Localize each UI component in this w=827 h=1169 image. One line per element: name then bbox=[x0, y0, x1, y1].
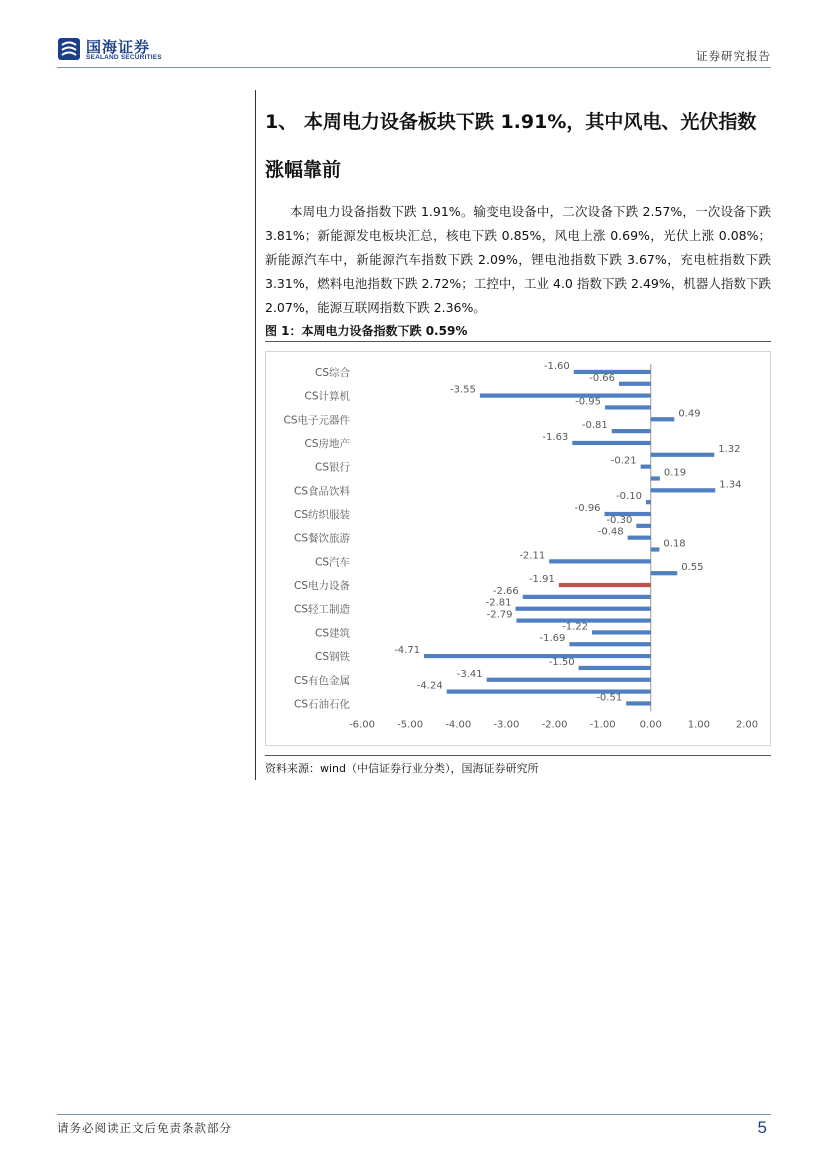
chart-bar bbox=[628, 536, 651, 540]
bar-value-label: 1.32 bbox=[718, 443, 741, 455]
chart-bar bbox=[651, 476, 660, 480]
bar-value-label: 0.19 bbox=[663, 467, 687, 479]
content-side-rule bbox=[255, 90, 256, 780]
x-tick-label: -6.00 bbox=[349, 719, 375, 731]
x-tick-label: 1.00 bbox=[687, 719, 711, 731]
footer-divider bbox=[57, 1114, 771, 1115]
x-tick-label: 0.00 bbox=[639, 719, 662, 731]
chart-bar bbox=[549, 559, 651, 563]
category-label: CS有色金属 bbox=[294, 674, 350, 687]
bar-value-label: -2.11 bbox=[519, 550, 546, 562]
bar-value-label: -0.30 bbox=[606, 514, 633, 526]
x-tick-label: -2.00 bbox=[541, 719, 568, 731]
chart-bar bbox=[605, 405, 651, 409]
category-label: CS电力设备 bbox=[294, 580, 350, 593]
bar-value-label: 1.34 bbox=[719, 479, 742, 491]
bar-value-label: -3.41 bbox=[456, 668, 483, 680]
chart-bar bbox=[424, 654, 651, 658]
bar-value-label: 0.18 bbox=[663, 538, 686, 550]
bar-value-label: -1.50 bbox=[548, 656, 575, 668]
chart-bar bbox=[516, 607, 651, 611]
bar-value-label: -0.21 bbox=[610, 455, 637, 467]
chart-bar bbox=[651, 453, 715, 457]
bar-value-label: -2.81 bbox=[485, 597, 512, 609]
category-label: CS纺织服装 bbox=[294, 509, 350, 521]
bar-value-label: -0.96 bbox=[574, 503, 601, 514]
figure-source-note: 资料来源：wind（中信证券行业分类），国海证券研究所 bbox=[265, 762, 539, 775]
bar-value-label: -1.63 bbox=[542, 431, 569, 443]
chart-bar bbox=[579, 666, 651, 670]
header-divider bbox=[57, 67, 771, 68]
x-tick-label: 2.00 bbox=[735, 719, 759, 731]
x-tick-label: -4.00 bbox=[445, 719, 472, 731]
chart-bar bbox=[651, 571, 677, 575]
figure-top-rule bbox=[265, 341, 771, 342]
chart-bar bbox=[572, 441, 650, 445]
bar-value-label: -4.24 bbox=[416, 680, 443, 692]
figure-title: 图 1：本周电力设备指数下跌 0.59% bbox=[265, 324, 468, 338]
bar-value-label: -0.51 bbox=[596, 692, 623, 704]
sealand-logo-icon bbox=[57, 37, 81, 61]
bar-value-label: -2.79 bbox=[486, 609, 513, 621]
logo-english-name: SEALAND SECURITIES bbox=[86, 54, 162, 61]
category-label: CS房地产 bbox=[304, 437, 350, 450]
category-label: CS建筑 bbox=[315, 627, 350, 640]
bar-value-label: -0.10 bbox=[616, 491, 642, 503]
report-type-label: 证券研究报告 bbox=[696, 49, 771, 63]
section-title: 1、 本周电力设备板块下跌 1.91%，其中风电、光伏指数涨幅靠前 bbox=[265, 111, 757, 181]
chart-bar bbox=[523, 595, 651, 599]
chart-bar bbox=[592, 630, 651, 634]
bar-value-label: -1.91 bbox=[528, 574, 555, 586]
bar-value-label: -1.69 bbox=[539, 633, 566, 645]
chart-bar bbox=[480, 394, 651, 398]
category-label: CS钢铁 bbox=[315, 651, 350, 664]
category-label: CS轻工制造 bbox=[294, 603, 350, 616]
x-tick-label: -3.00 bbox=[493, 719, 520, 731]
chart-bar bbox=[651, 547, 660, 551]
bar-value-label: -0.66 bbox=[589, 372, 615, 384]
category-label: CS综合 bbox=[315, 366, 350, 379]
bar-chart bbox=[265, 351, 771, 746]
chart-bar bbox=[612, 429, 651, 433]
bar-value-label: -2.66 bbox=[492, 585, 519, 597]
category-label: CS食品饮料 bbox=[294, 485, 350, 498]
bar-value-label: -0.48 bbox=[597, 526, 624, 538]
bar-value-label: 0.49 bbox=[678, 408, 701, 420]
category-label: CS电子元器件 bbox=[283, 414, 350, 427]
company-logo bbox=[57, 36, 217, 66]
logo-chinese-name: 国海证券 bbox=[86, 38, 151, 56]
chart-bar bbox=[619, 382, 651, 386]
chart-bar bbox=[646, 500, 651, 504]
bar-value-label: -4.71 bbox=[394, 645, 421, 657]
bar-value-label: -3.55 bbox=[450, 384, 476, 396]
chart-bar bbox=[559, 583, 651, 587]
category-label: CS石油石化 bbox=[294, 698, 350, 711]
bar-value-label: -0.95 bbox=[575, 396, 602, 408]
bar-value-label: -1.22 bbox=[562, 621, 589, 633]
bar-value-label: -1.60 bbox=[543, 360, 570, 372]
bar-value-label: 0.55 bbox=[681, 562, 704, 574]
category-label: CS计算机 bbox=[304, 390, 350, 403]
x-tick-label: -5.00 bbox=[397, 719, 424, 731]
figure-bottom-rule bbox=[265, 755, 771, 756]
chart-bar bbox=[651, 417, 675, 421]
category-label: CS餐饮旅游 bbox=[294, 532, 350, 545]
body-paragraph: 本周电力设备指数下跌 1.91%。输变电设备中，二次设备下跌 2.57%，一次设备下跌 3.81%；新能源发电板块汇总，核电下跌 0.85%，风电上涨 0.69%，光伏上涨 0.08%；新能源汽车中，新能源汽车指数下跌 2.09%，锂电池指数下跌 3.67%，充电桩指数下跌 3.31%，燃料电池指数下跌 2.72%；工控中，工业 4.0 指数下跌 2.49%，机器人指数下跌 2.07%，能源互联网指数下跌 2.36%。 bbox=[265, 204, 771, 315]
bar-chart-canvas bbox=[266, 352, 770, 745]
x-tick-label: -1.00 bbox=[589, 719, 616, 731]
chart-bar bbox=[651, 488, 715, 492]
chart-bar bbox=[641, 465, 651, 469]
category-label: CS银行 bbox=[315, 461, 350, 474]
page-header bbox=[57, 36, 771, 66]
chart-bar bbox=[626, 701, 651, 705]
category-label: CS汽车 bbox=[315, 556, 350, 569]
chart-bar bbox=[569, 642, 650, 646]
chart-bar bbox=[636, 524, 650, 528]
chart-bar bbox=[487, 678, 651, 682]
bar-value-label: -0.81 bbox=[581, 420, 608, 432]
page-number: 5 bbox=[757, 1118, 767, 1137]
disclaimer-note: 请务必阅读正文后免责条款部分 bbox=[57, 1121, 232, 1135]
